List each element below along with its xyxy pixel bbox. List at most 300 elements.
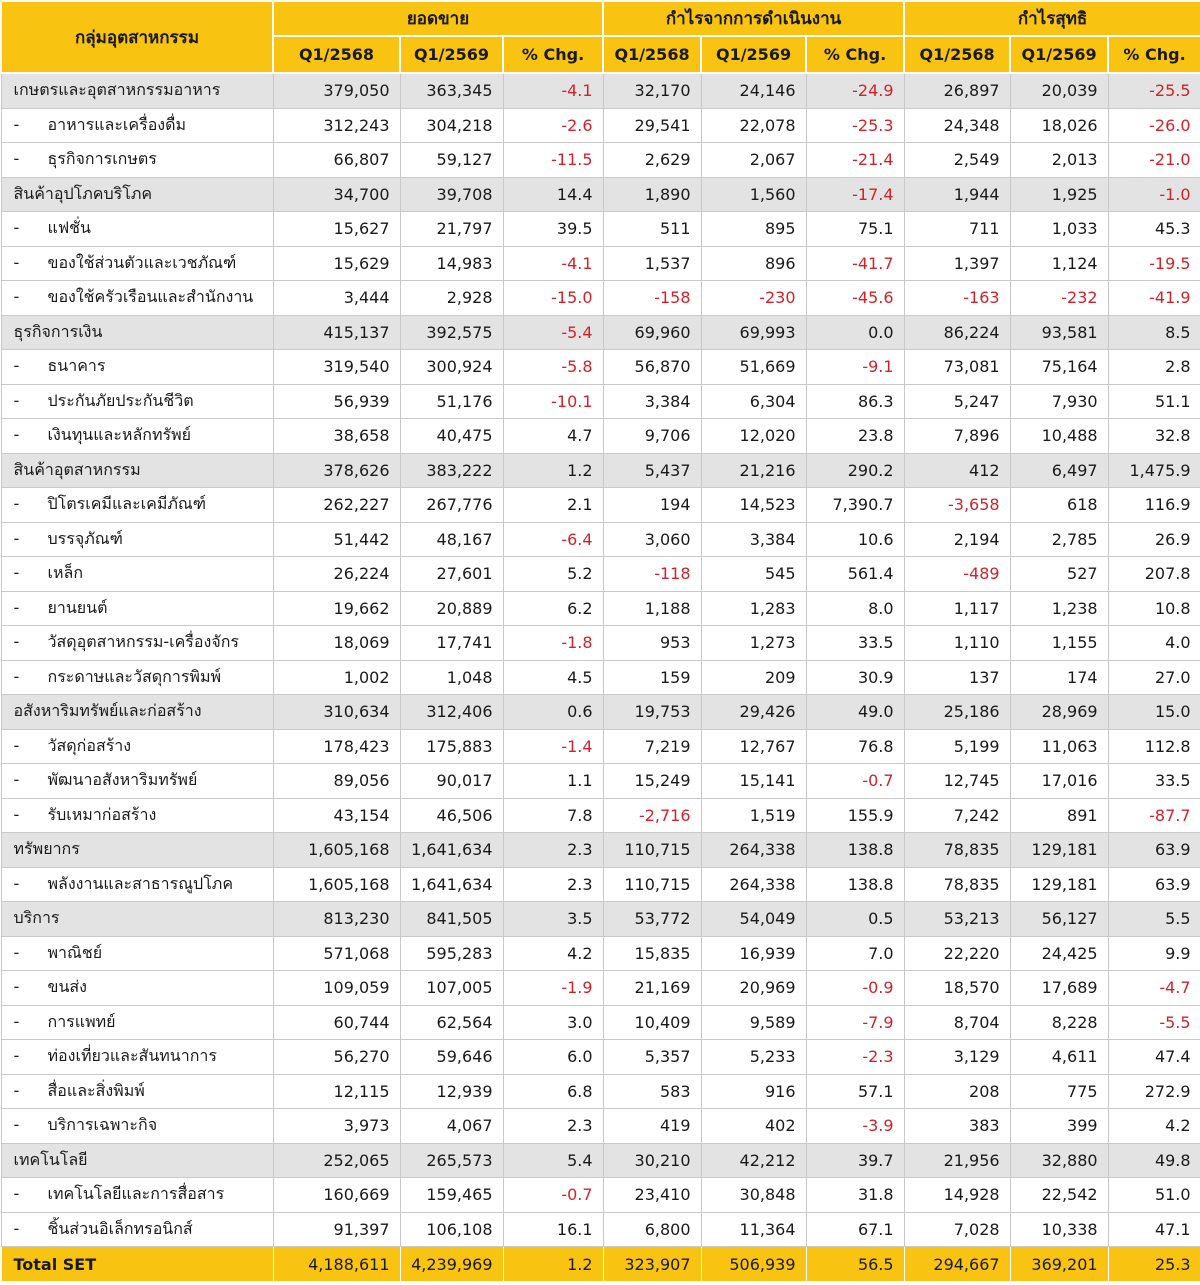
sector-prefix: - [13,770,20,790]
value-cell: 5.2 [503,557,603,592]
value-cell: 5,437 [603,453,701,488]
value-cell: -1.0 [1108,177,1200,212]
sector-prefix: - [13,632,20,652]
sector-row [1,729,1200,764]
value-cell: 86.3 [806,384,904,419]
value-cell: 56,270 [273,1040,400,1075]
value-cell: 30,848 [701,1178,806,1213]
net-q1-2568-header: Q1/2568 [904,36,1010,73]
row-label: พลังงานและสาธารณูปโภค [47,873,234,893]
net-profit-group-header: กำไรสุทธิ [904,1,1200,36]
sector-row [1,798,1200,833]
value-cell: 3,384 [701,522,806,557]
value-cell: -4.1 [503,246,603,281]
row-label: เกษตรและอุตสาหกรรมอาหาร [13,80,221,100]
value-cell: -489 [904,557,1010,592]
value-cell: -163 [904,281,1010,316]
value-cell: -3.9 [806,1109,904,1144]
value-cell: 76.8 [806,729,904,764]
value-cell: 1,124 [1010,246,1108,281]
industry-group-row [1,315,1200,350]
value-cell: 392,575 [400,315,503,350]
sector-prefix: - [13,804,20,824]
sector-name [1,798,273,833]
value-cell: 57.1 [806,1074,904,1109]
value-cell: 583 [603,1074,701,1109]
row-label: ประกันภัยประกันชีวิต [47,390,194,410]
operating-profit-group-header: กำไรจากการดำเนินงาน [603,1,904,36]
value-cell: 86,224 [904,315,1010,350]
sector-name [1,246,273,281]
value-cell: 30,210 [603,1143,701,1178]
sector-prefix: - [13,1115,20,1135]
sector-row [1,971,1200,1006]
sector-name [1,1109,273,1144]
sector-prefix: - [13,942,20,962]
sector-name [1,729,273,764]
value-cell: 14,928 [904,1178,1010,1213]
value-cell: 56,939 [273,384,400,419]
value-cell: 49.0 [806,695,904,730]
value-cell: 1,273 [701,626,806,661]
value-cell: 33.5 [1108,764,1200,799]
industry-group-name [1,902,273,937]
total-value: 25.3 [1108,1247,1200,1282]
value-cell: 42,212 [701,1143,806,1178]
value-cell: 51,176 [400,384,503,419]
value-cell: -25.5 [1108,73,1200,108]
total-label: Total SET [1,1247,273,1282]
value-cell: 896 [701,246,806,281]
row-label: วัสดุก่อสร้าง [47,735,132,755]
value-cell: 2,194 [904,522,1010,557]
value-cell: 25,186 [904,695,1010,730]
value-cell: 16.1 [503,1212,603,1247]
value-cell: -232 [1010,281,1108,316]
value-cell: 1,188 [603,591,701,626]
value-cell: 59,127 [400,143,503,178]
sector-name [1,971,273,1006]
sector-row [1,591,1200,626]
value-cell: 6,497 [1010,453,1108,488]
value-cell: 272.9 [1108,1074,1200,1109]
value-cell: 19,662 [273,591,400,626]
value-cell: 0.5 [806,902,904,937]
sector-prefix: - [13,252,20,272]
value-cell: 209 [701,660,806,695]
value-cell: 399 [1010,1109,1108,1144]
value-cell: 7.8 [503,798,603,833]
value-cell: 178,423 [273,729,400,764]
value-cell: 3,384 [603,384,701,419]
value-cell: -4.1 [503,73,603,108]
value-cell: 711 [904,212,1010,247]
value-cell: 38,658 [273,419,400,454]
value-cell: 304,218 [400,108,503,143]
value-cell: 28,969 [1010,695,1108,730]
value-cell: 20,889 [400,591,503,626]
value-cell: 20,039 [1010,73,1108,108]
value-cell: 511 [603,212,701,247]
sector-row [1,867,1200,902]
total-value: 56.5 [806,1247,904,1282]
sector-name [1,1212,273,1247]
value-cell: -5.4 [503,315,603,350]
value-cell: 137 [904,660,1010,695]
value-cell: 17,741 [400,626,503,661]
sector-row [1,1005,1200,1040]
industry-group-name [1,73,273,108]
sales-q1-2569-header: Q1/2569 [400,36,503,73]
value-cell: 8.5 [1108,315,1200,350]
value-cell: 312,243 [273,108,400,143]
value-cell: 1,605,168 [273,867,400,902]
value-cell: 51.1 [1108,384,1200,419]
value-cell: 15,629 [273,246,400,281]
row-label: ท่องเที่ยวและสันทนาการ [47,1046,217,1066]
value-cell: -1.8 [503,626,603,661]
sector-name [1,522,273,557]
value-cell: 56,127 [1010,902,1108,937]
value-cell: 75.1 [806,212,904,247]
value-cell: 29,541 [603,108,701,143]
sector-prefix: - [13,563,20,583]
value-cell: -1.9 [503,971,603,1006]
value-cell: 12,939 [400,1074,503,1109]
value-cell: 47.1 [1108,1212,1200,1247]
sector-name [1,1074,273,1109]
value-cell: -2,716 [603,798,701,833]
value-cell: 5.5 [1108,902,1200,937]
value-cell: -17.4 [806,177,904,212]
value-cell: 21,169 [603,971,701,1006]
sector-prefix: - [13,494,20,514]
value-cell: 43,154 [273,798,400,833]
industry-group-name [1,1143,273,1178]
value-cell: 15,627 [273,212,400,247]
value-cell: -41.7 [806,246,904,281]
value-cell: 53,213 [904,902,1010,937]
value-cell: 11,063 [1010,729,1108,764]
value-cell: 7,390.7 [806,488,904,523]
industry-group-row [1,695,1200,730]
value-cell: 300,924 [400,350,503,385]
value-cell: 106,108 [400,1212,503,1247]
value-cell: 891 [1010,798,1108,833]
value-cell: -118 [603,557,701,592]
value-cell: -19.5 [1108,246,1200,281]
value-cell: 10,338 [1010,1212,1108,1247]
value-cell: 7,219 [603,729,701,764]
industry-group-row [1,902,1200,937]
value-cell: 5,247 [904,384,1010,419]
value-cell: 2,013 [1010,143,1108,178]
value-cell: 916 [701,1074,806,1109]
value-cell: 1,110 [904,626,1010,661]
value-cell: 2,785 [1010,522,1108,557]
value-cell: 10.8 [1108,591,1200,626]
sector-prefix: - [13,356,20,376]
value-cell: 0.6 [503,695,603,730]
value-cell: 107,005 [400,971,503,1006]
value-cell: 31.8 [806,1178,904,1213]
value-cell: 8,228 [1010,1005,1108,1040]
value-cell: 39.7 [806,1143,904,1178]
value-cell: -15.0 [503,281,603,316]
value-cell: 2.8 [1108,350,1200,385]
value-cell: 1,117 [904,591,1010,626]
value-cell: -21.4 [806,143,904,178]
sector-name [1,350,273,385]
value-cell: 12,115 [273,1074,400,1109]
sector-prefix: - [13,1184,20,1204]
row-label: ของใช้ครัวเรือนและสำนักงาน [47,287,254,307]
total-value: 294,667 [904,1247,1010,1282]
total-value: 4,188,611 [273,1247,400,1282]
sector-name [1,384,273,419]
value-cell: 813,230 [273,902,400,937]
sector-prefix: - [13,1011,20,1031]
value-cell: 1,033 [1010,212,1108,247]
value-cell: 267,776 [400,488,503,523]
value-cell: 47.4 [1108,1040,1200,1075]
sector-name [1,1040,273,1075]
row-label: สินค้าอุปโภคบริโภค [13,183,153,203]
value-cell: 1,155 [1010,626,1108,661]
value-cell: 1,944 [904,177,1010,212]
value-cell: 26,897 [904,73,1010,108]
value-cell: 3,060 [603,522,701,557]
sector-prefix: - [13,114,20,134]
row-label: พาณิชย์ [47,942,103,962]
value-cell: 6.2 [503,591,603,626]
industry-group-name [1,453,273,488]
row-label: ธนาคาร [47,356,106,376]
value-cell: -5.5 [1108,1005,1200,1040]
value-cell: 2.1 [503,488,603,523]
row-label: ธุรกิจการเกษตร [47,149,157,169]
sector-row [1,764,1200,799]
sector-name [1,867,273,902]
value-cell: 1,397 [904,246,1010,281]
value-cell: 252,065 [273,1143,400,1178]
value-cell: 775 [1010,1074,1108,1109]
value-cell: 383 [904,1109,1010,1144]
sector-row [1,557,1200,592]
value-cell: 5,357 [603,1040,701,1075]
value-cell: 895 [701,212,806,247]
sector-prefix: - [13,873,20,893]
value-cell: 264,338 [701,833,806,868]
value-cell: 7,242 [904,798,1010,833]
value-cell: 159 [603,660,701,695]
value-cell: 3,129 [904,1040,1010,1075]
industry-group-name [1,177,273,212]
row-label: อาหารและเครื่องดื่ม [47,114,187,134]
value-cell: -5.8 [503,350,603,385]
value-cell: 129,181 [1010,833,1108,868]
sector-prefix: - [13,1046,20,1066]
row-label: พัฒนาอสังหาริมทรัพย์ [47,770,198,790]
value-cell: 10.6 [806,522,904,557]
value-cell: 0.0 [806,315,904,350]
row-label: เหล็ก [47,563,84,583]
value-cell: 618 [1010,488,1108,523]
value-cell: 51,669 [701,350,806,385]
sector-prefix: - [13,1080,20,1100]
value-cell: 10,409 [603,1005,701,1040]
net-q1-2569-header: Q1/2569 [1010,36,1108,73]
op-chg-header: % Chg. [806,36,904,73]
value-cell: 155.9 [806,798,904,833]
value-cell: 78,835 [904,833,1010,868]
value-cell: 8.0 [806,591,904,626]
value-cell: 363,345 [400,73,503,108]
sector-row [1,660,1200,695]
value-cell: 24,146 [701,73,806,108]
value-cell: -9.1 [806,350,904,385]
sales-q1-2568-header: Q1/2568 [273,36,400,73]
sales-chg-header: % Chg. [503,36,603,73]
op-q1-2568-header: Q1/2568 [603,36,701,73]
value-cell: 21,797 [400,212,503,247]
sector-name [1,591,273,626]
value-cell: 1.1 [503,764,603,799]
value-cell: 53,772 [603,902,701,937]
sector-prefix: - [13,666,20,686]
value-cell: 415,137 [273,315,400,350]
row-label: ของใช้ส่วนตัวและเวชภัณฑ์ [47,252,237,272]
value-cell: 46,506 [400,798,503,833]
value-cell: 12,745 [904,764,1010,799]
value-cell: -4.7 [1108,971,1200,1006]
value-cell: 4.7 [503,419,603,454]
value-cell: 15,141 [701,764,806,799]
value-cell: 1,890 [603,177,701,212]
value-cell: 18,069 [273,626,400,661]
value-cell: 378,626 [273,453,400,488]
value-cell: 16,939 [701,936,806,971]
sector-name [1,660,273,695]
sector-prefix: - [13,1218,20,1238]
value-cell: 75,164 [1010,350,1108,385]
value-cell: 109,059 [273,971,400,1006]
value-cell: 15.0 [1108,695,1200,730]
value-cell: 93,581 [1010,315,1108,350]
value-cell: -0.9 [806,971,904,1006]
value-cell: 69,960 [603,315,701,350]
value-cell: 14.4 [503,177,603,212]
value-cell: 3,444 [273,281,400,316]
value-cell: 290.2 [806,453,904,488]
value-cell: 23.8 [806,419,904,454]
value-cell: 319,540 [273,350,400,385]
value-cell: 48,167 [400,522,503,557]
value-cell: 545 [701,557,806,592]
sector-prefix: - [13,977,20,997]
value-cell: 4.5 [503,660,603,695]
row-label: ขนส่ง [47,977,87,997]
value-cell: 138.8 [806,833,904,868]
value-cell: 159,465 [400,1178,503,1213]
value-cell: 54,049 [701,902,806,937]
sector-prefix: - [13,735,20,755]
industry-group-name [1,833,273,868]
sector-name [1,1178,273,1213]
sector-prefix: - [13,528,20,548]
value-cell: 4.0 [1108,626,1200,661]
sector-prefix: - [13,390,20,410]
sector-row [1,936,1200,971]
sector-name [1,626,273,661]
value-cell: 1,519 [701,798,806,833]
value-cell: 89,056 [273,764,400,799]
value-cell: 18,026 [1010,108,1108,143]
value-cell: 1,605,168 [273,833,400,868]
value-cell: 1,475.9 [1108,453,1200,488]
value-cell: 22,542 [1010,1178,1108,1213]
row-label: กระดาษและวัสดุการพิมพ์ [47,666,222,686]
value-cell: 595,283 [400,936,503,971]
value-cell: 24,425 [1010,936,1108,971]
industry-group-name [1,315,273,350]
sector-row [1,1212,1200,1247]
sector-row [1,212,1200,247]
value-cell: 112.8 [1108,729,1200,764]
value-cell: 116.9 [1108,488,1200,523]
value-cell: 1,283 [701,591,806,626]
value-cell: 6.8 [503,1074,603,1109]
value-cell: 2,629 [603,143,701,178]
value-cell: 19,753 [603,695,701,730]
net-chg-header: % Chg. [1108,36,1200,73]
value-cell: 78,835 [904,867,1010,902]
sector-prefix: - [13,287,20,307]
row-label: ปิโตรเคมีและเคมีภัณฑ์ [47,494,207,514]
value-cell: 21,216 [701,453,806,488]
value-cell: 6.0 [503,1040,603,1075]
value-cell: 129,181 [1010,867,1108,902]
value-cell: 62,564 [400,1005,503,1040]
value-cell: -1.4 [503,729,603,764]
value-cell: 194 [603,488,701,523]
value-cell: 56,870 [603,350,701,385]
row-label: สื่อและสิ่งพิมพ์ [47,1080,145,1100]
sector-row [1,1040,1200,1075]
value-cell: 27.0 [1108,660,1200,695]
total-value: 323,907 [603,1247,701,1282]
value-cell: 110,715 [603,867,701,902]
value-cell: 4,611 [1010,1040,1108,1075]
value-cell: 1,641,634 [400,833,503,868]
value-cell: 63.9 [1108,833,1200,868]
value-cell: 2,067 [701,143,806,178]
value-cell: 12,767 [701,729,806,764]
value-cell: 60,744 [273,1005,400,1040]
value-cell: 29,426 [701,695,806,730]
row-label: ทรัพยากร [13,839,80,859]
value-cell: 208 [904,1074,1010,1109]
value-cell: 2,928 [400,281,503,316]
sector-row [1,488,1200,523]
value-cell: 160,669 [273,1178,400,1213]
value-cell: 14,983 [400,246,503,281]
value-cell: 1,048 [400,660,503,695]
row-label: บริการ [13,908,60,928]
industry-group-name [1,695,273,730]
value-cell: -24.9 [806,73,904,108]
value-cell: 18,570 [904,971,1010,1006]
